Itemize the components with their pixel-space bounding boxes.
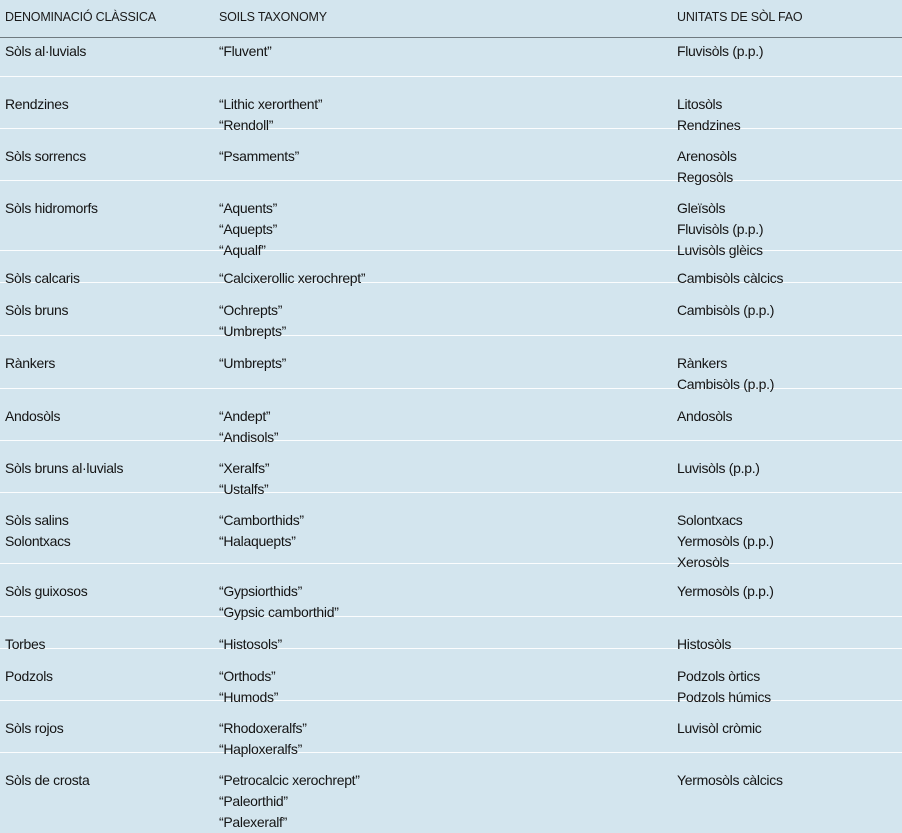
header-classic: DENOMINACIÓ CLÀSSICA (5, 10, 156, 24)
cell-line: “Histosols” (219, 636, 282, 652)
cell-line: Luvisòl cròmic (677, 720, 762, 736)
cell-line: Litosòls (677, 96, 723, 112)
taxonomy-cell (219, 406, 278, 448)
taxonomy-cell (219, 353, 286, 374)
taxonomy-cell (219, 41, 272, 62)
classic-cell (5, 770, 90, 791)
cell-line: “Andept” (219, 408, 271, 424)
table-header (0, 10, 902, 32)
classic-cell (5, 353, 55, 374)
row-divider (0, 648, 902, 649)
cell-line: “Halaquepts” (219, 533, 296, 549)
fao-cell (677, 718, 762, 739)
classic-cell (5, 510, 70, 552)
fao-cell (677, 94, 740, 136)
cell-line: Solontxacs (677, 512, 743, 528)
cell-line: “Aquents” (219, 200, 277, 216)
classic-cell (5, 581, 87, 602)
taxonomy-cell (219, 581, 339, 623)
cell-line: “Rendoll” (219, 117, 274, 133)
cell-line: Andosòls (5, 408, 61, 424)
cell-line: Histosòls (677, 636, 732, 652)
cell-line: “Petrocalcic xerochrept” (219, 772, 360, 788)
cell-line: Luvisòls glèics (677, 242, 763, 258)
cell-line: Solontxacs (5, 533, 71, 549)
taxonomy-cell (219, 146, 299, 167)
classic-cell (5, 634, 45, 655)
row-divider (0, 492, 902, 493)
fao-cell (677, 458, 760, 479)
cell-line: “Ustalfs” (219, 481, 269, 497)
cell-line: Sòls guixosos (5, 583, 88, 599)
cell-line: Podzols húmics (677, 689, 771, 705)
classic-cell (5, 406, 60, 427)
cell-line: “Umbrepts” (219, 355, 287, 371)
cell-line: Regosòls (677, 169, 733, 185)
cell-line: Sòls de crosta (5, 772, 90, 788)
header-fao: UNITATS DE SÒL FAO (677, 10, 803, 24)
header-taxonomy: SOILS TAXONOMY (219, 10, 327, 24)
cell-line: Sòls bruns al·luvials (5, 460, 124, 476)
cell-line: Sòls al·luvials (5, 43, 87, 59)
fao-cell (677, 634, 731, 655)
cell-line: “Haploxeralfs” (219, 741, 302, 757)
cell-line: Podzols òrtics (677, 668, 760, 684)
cell-line: Yermosòls càlcics (677, 772, 783, 788)
row-divider (0, 128, 902, 129)
cell-line: Sòls sorrencs (5, 148, 86, 164)
fao-cell (677, 510, 774, 573)
fao-cell (677, 353, 774, 395)
cell-line: Torbes (5, 636, 46, 652)
cell-line: Arenosòls (677, 148, 737, 164)
cell-line: “Calcixerollic xerochrept” (219, 270, 366, 286)
cell-line: Sòls rojos (5, 720, 64, 736)
fao-cell (677, 300, 774, 321)
fao-cell (677, 146, 737, 188)
classic-cell (5, 666, 53, 687)
cell-line: “Lithic xerorthent” (219, 96, 323, 112)
cell-line: “Rhodoxeralfs” (219, 720, 307, 736)
classic-cell (5, 300, 68, 321)
cell-line: “Andisols” (219, 429, 279, 445)
cell-line: Yermosòls (p.p.) (677, 533, 774, 549)
fao-cell (677, 198, 763, 261)
taxonomy-cell (219, 458, 269, 500)
cell-line: Cambisòls (p.p.) (677, 376, 775, 392)
row-divider (0, 616, 902, 617)
taxonomy-cell (219, 770, 360, 833)
row-divider (0, 335, 902, 336)
fao-cell (677, 406, 732, 427)
cell-line: Fluvisòls (p.p.) (677, 221, 764, 237)
fao-cell (677, 581, 774, 602)
cell-line: Gleïsòls (677, 200, 726, 216)
row-divider (0, 180, 902, 181)
header-divider (0, 37, 902, 38)
cell-line: Xerosòls (677, 554, 730, 570)
taxonomy-cell (219, 268, 365, 289)
classic-cell (5, 41, 86, 62)
cell-line: Rànkers (677, 355, 728, 371)
cell-line: “Humods” (219, 689, 279, 705)
cell-line: “Orthods” (219, 668, 276, 684)
cell-line: Fluvisòls (p.p.) (677, 43, 764, 59)
cell-line: “Xeralfs” (219, 460, 270, 476)
cell-line: Rendzines (677, 117, 741, 133)
taxonomy-cell (219, 666, 278, 708)
taxonomy-cell (219, 634, 282, 655)
cell-line: Luvisòls (p.p.) (677, 460, 760, 476)
cell-line: Sòls salins (5, 512, 69, 528)
cell-line: Podzols (5, 668, 53, 684)
fao-cell (677, 666, 771, 708)
fao-cell (677, 770, 783, 791)
cell-line: “Aqualf” (219, 242, 266, 258)
row-divider (0, 440, 902, 441)
cell-line: “Psamments” (219, 148, 299, 164)
taxonomy-cell (219, 300, 286, 342)
cell-line: “Aquepts” (219, 221, 277, 237)
cell-line: Yermosòls (p.p.) (677, 583, 774, 599)
cell-line: “Camborthids” (219, 512, 304, 528)
cell-line: “Gypsiorthids” (219, 583, 302, 599)
classic-cell (5, 718, 63, 739)
row-divider (0, 752, 902, 753)
classic-cell (5, 198, 98, 219)
taxonomy-cell (219, 510, 304, 552)
cell-line: “Paleorthid” (219, 793, 288, 809)
classic-cell (5, 146, 86, 167)
cell-line: Sòls bruns (5, 302, 69, 318)
classic-cell (5, 94, 68, 115)
cell-line: Andosòls (677, 408, 733, 424)
fao-cell (677, 41, 763, 62)
cell-line: Rendzines (5, 96, 69, 112)
cell-line: “Fluvent” (219, 43, 272, 59)
cell-line: Cambisòls (p.p.) (677, 302, 775, 318)
cell-line: Sòls hidromorfs (5, 200, 98, 216)
row-divider (0, 250, 902, 251)
classic-cell (5, 458, 123, 479)
cell-line: “Umbrepts” (219, 323, 287, 339)
taxonomy-cell (219, 198, 277, 261)
cell-line: “Gypsic camborthid” (219, 604, 339, 620)
taxonomy-cell (219, 718, 307, 760)
classic-cell (5, 268, 80, 289)
fao-cell (677, 268, 783, 289)
cell-line: “Palexeralf” (219, 814, 287, 830)
cell-line: Cambisòls càlcics (677, 270, 784, 286)
cell-line: Rànkers (5, 355, 56, 371)
taxonomy-cell (219, 94, 322, 136)
cell-line: Sòls calcaris (5, 270, 80, 286)
cell-line: “Ochrepts” (219, 302, 283, 318)
row-divider (0, 76, 902, 77)
